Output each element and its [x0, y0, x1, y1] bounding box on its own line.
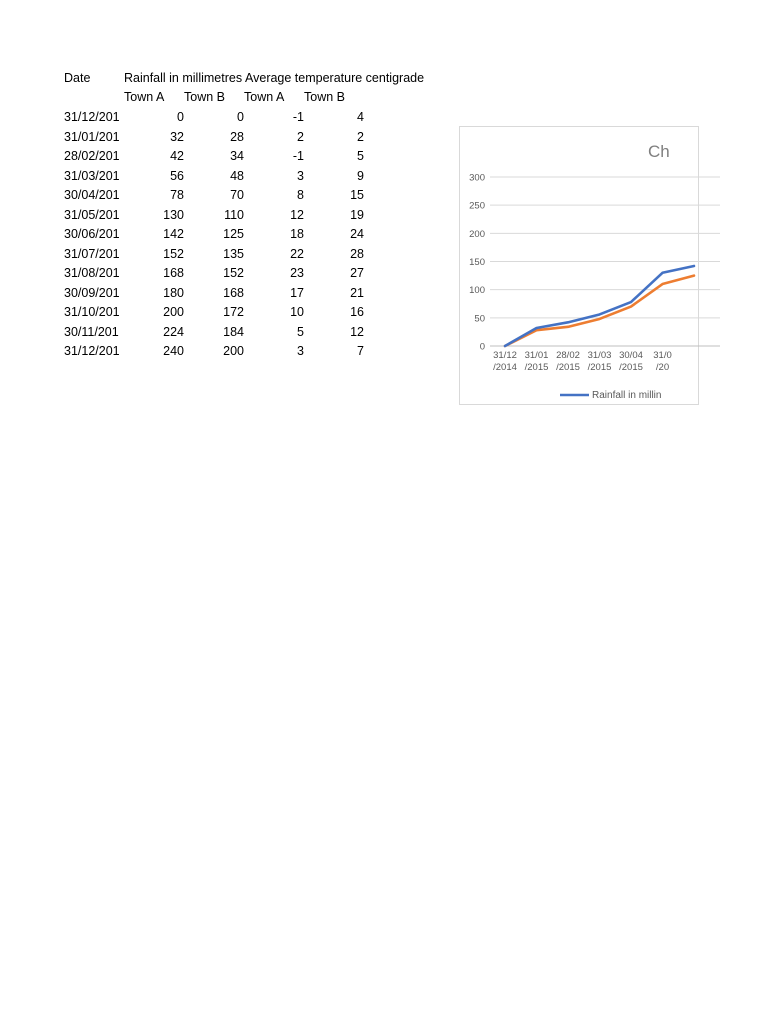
header-town: Town A — [124, 90, 165, 104]
cell-value[interactable]: 130 — [163, 207, 184, 222]
cell-value[interactable]: 18 — [290, 227, 304, 241]
cell-value[interactable]: 56 — [170, 168, 184, 183]
cell-date[interactable]: 30/04/201 — [64, 188, 120, 202]
cell-value[interactable]: 12 — [350, 324, 364, 339]
cell-date[interactable]: 31/01/201 — [64, 129, 120, 144]
x-tick-label: /2014 — [493, 362, 517, 373]
cell-value[interactable]: -1 — [292, 110, 304, 124]
y-tick-label: 50 — [474, 313, 485, 325]
cell-value[interactable]: 17 — [290, 285, 304, 300]
cell-value[interactable]: 110 — [224, 207, 244, 222]
cell-date[interactable]: 31/03/201 — [64, 168, 120, 183]
cell-value[interactable]: 32 — [170, 129, 184, 144]
y-tick-label: 250 — [469, 200, 485, 212]
cell-value[interactable]: 240 — [163, 344, 184, 358]
x-tick-label: 31/01 — [524, 350, 549, 361]
x-tick-label: 28/02 — [556, 350, 580, 361]
cell-value[interactable]: 23 — [290, 266, 304, 280]
cell-value[interactable]: 152 — [163, 246, 184, 261]
cell-value[interactable]: 22 — [290, 246, 304, 261]
y-tick-label: 100 — [469, 285, 485, 297]
chart-title: Ch — [648, 142, 670, 161]
cell-value[interactable]: 42 — [170, 149, 184, 163]
cell-value[interactable]: 7 — [357, 344, 364, 358]
cell-date[interactable]: 31/10/201 — [64, 305, 120, 319]
y-tick-label: 200 — [469, 228, 485, 240]
cell-value[interactable]: 0 — [237, 110, 244, 124]
cell-value[interactable]: 184 — [223, 324, 244, 339]
cell-value[interactable]: 4 — [357, 110, 364, 124]
header-town: Town A — [244, 90, 285, 104]
y-tick-label: 0 — [479, 341, 485, 353]
cell-date[interactable]: 31/05/201 — [64, 207, 120, 222]
cell-value[interactable]: 168 — [223, 285, 244, 300]
cell-value[interactable]: 224 — [163, 324, 184, 339]
x-tick-label: 30/04 — [619, 350, 643, 361]
cell-value[interactable]: 172 — [223, 305, 244, 319]
x-tick-label: /2015 — [587, 362, 612, 373]
cell-value[interactable]: 78 — [170, 188, 184, 202]
cell-date[interactable]: 31/07/201 — [64, 246, 120, 261]
header-town: Town B — [184, 90, 225, 104]
x-tick-label: 31/0 — [653, 350, 672, 361]
cell-value[interactable]: 3 — [297, 344, 304, 358]
x-tick-label: /2015 — [619, 362, 643, 373]
y-tick-label: 300 — [469, 172, 485, 184]
cell-value[interactable]: -1 — [292, 149, 304, 163]
cell-date[interactable]: 31/12/201 — [64, 110, 120, 124]
cell-value[interactable]: 180 — [163, 285, 184, 300]
cell-value[interactable]: 27 — [350, 266, 364, 280]
x-tick-label: 31/12 — [493, 350, 517, 361]
cell-value[interactable]: 48 — [230, 168, 244, 183]
cell-value[interactable]: 2 — [297, 129, 304, 144]
header-town: Town B — [304, 90, 345, 104]
cell-value[interactable]: 15 — [350, 188, 364, 202]
cell-value[interactable]: 152 — [223, 266, 244, 280]
header-date: Date — [64, 71, 91, 85]
y-tick-label: 150 — [469, 257, 485, 268]
series-line — [505, 266, 694, 346]
cell-value[interactable]: 168 — [163, 266, 184, 280]
cell-value[interactable]: 200 — [223, 344, 244, 358]
cell-value[interactable]: 0 — [177, 110, 184, 124]
x-tick-label: 31/03 — [587, 350, 612, 361]
cell-date[interactable]: 31/08/201 — [64, 266, 120, 280]
cell-value[interactable]: 3 — [297, 168, 304, 183]
header-rainfall: Rainfall in millimetres — [124, 71, 243, 85]
cell-value[interactable]: 19 — [350, 207, 364, 222]
cell-date[interactable]: 28/02/201 — [64, 149, 120, 163]
cell-date[interactable]: 30/06/201 — [64, 227, 120, 241]
cell-value[interactable]: 10 — [290, 305, 304, 319]
cell-value[interactable]: 21 — [350, 285, 364, 300]
cell-date[interactable]: 30/11/201 — [64, 324, 119, 339]
cell-value[interactable]: 8 — [297, 188, 304, 202]
cell-date[interactable]: 30/09/201 — [64, 285, 120, 300]
legend-label: Rainfall in millin — [592, 390, 662, 401]
cell-value[interactable]: 125 — [223, 227, 244, 241]
cell-value[interactable]: 135 — [223, 246, 244, 261]
cell-date[interactable]: 31/12/201 — [64, 344, 120, 358]
x-tick-label: /2015 — [556, 362, 580, 373]
cell-value[interactable]: 200 — [163, 305, 184, 319]
cell-value[interactable]: 5 — [297, 324, 304, 339]
cell-value[interactable]: 142 — [163, 227, 184, 241]
x-tick-label: /2015 — [524, 362, 549, 373]
cell-value[interactable]: 24 — [350, 227, 364, 241]
cell-value[interactable]: 2 — [357, 129, 364, 144]
cell-value[interactable]: 9 — [357, 168, 364, 183]
cell-value[interactable]: 28 — [350, 246, 364, 261]
series-line — [505, 276, 694, 346]
cell-value[interactable]: 34 — [230, 149, 244, 163]
cell-value[interactable]: 12 — [290, 207, 304, 222]
cell-value[interactable]: 16 — [350, 305, 364, 319]
header-temperature: Average temperature centigrade — [245, 69, 445, 88]
cell-value[interactable]: 70 — [230, 188, 244, 202]
x-tick-label: /20 — [655, 362, 670, 373]
cell-value[interactable]: 28 — [230, 129, 244, 144]
cell-value[interactable]: 5 — [357, 149, 364, 163]
